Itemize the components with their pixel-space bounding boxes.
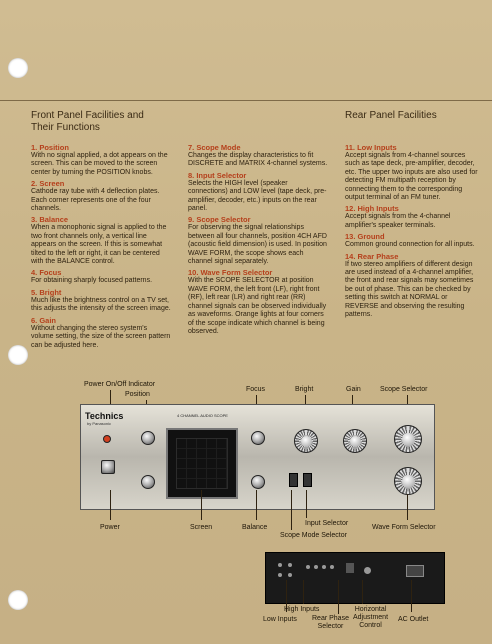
device-front-panel	[80, 404, 435, 510]
section-title: 9. Scope Selector	[188, 215, 251, 225]
position-knob-vertical[interactable]	[141, 431, 155, 445]
left-heading-line1: Front Panel Facilities and	[31, 110, 144, 121]
label-ac-outlet: AC Outlet	[398, 616, 429, 623]
leader-line	[306, 490, 307, 518]
device-model: 4 CHANNEL AUDIO SCOPE	[177, 413, 228, 418]
section-body: Accept signals from 4-channel sources such as tape deck, pre-amplifier, decoder, etc. The upper two inputs are also used for detecting FM multipath reception by connecting them to the corresponding output terminal of an FM tuner.	[345, 152, 478, 202]
high-input-terminal[interactable]	[306, 565, 310, 569]
label-focus: Focus	[246, 386, 266, 393]
label-scope-selector: Scope Selector	[380, 386, 428, 393]
focus-knob[interactable]	[251, 431, 265, 445]
label-low-inputs: Low Inputs	[263, 616, 297, 623]
section-body: Cathode ray tube with 4 deflection plates. Each corner represents one of the four channels.	[31, 188, 160, 213]
gain-knob[interactable]	[343, 429, 367, 453]
section-title: 7. Scope Mode	[188, 143, 241, 152]
right-heading: Rear Panel Facilities	[345, 110, 437, 121]
scope-mode-switch[interactable]	[289, 473, 298, 487]
label-input-selector: Input Selector	[305, 520, 349, 527]
section-body: If two stereo amplifiers of different design are used instead of a 4-channel amplifier, the front and rear signals may sometimes be out of phase. This can be checked by setting this switch at NORMAL or REVERSE and observing the resulting patterns.	[345, 260, 474, 319]
label-horizontal-adjustment	[353, 606, 388, 630]
column-3	[345, 143, 480, 322]
scope-selector-knob[interactable]	[394, 425, 422, 453]
ac-outlet[interactable]	[406, 565, 424, 577]
section-title: 5. Bright	[31, 287, 62, 297]
low-input-jack[interactable]	[278, 573, 282, 577]
section-body: With the SCOPE SELECTOR at position WAVE FORM, the left front (LF), right front (RF), left rear (LR) and right rear (RR) channel signals can be observed individually as waveforms. Orange lights at four corners of the scope indicate which channel is being observed.	[188, 277, 327, 335]
label-bright: Bright	[295, 386, 314, 393]
balance-knob[interactable]	[251, 475, 265, 489]
section-title: 11. Low Inputs	[345, 143, 397, 152]
section-title: 14. Rear Phase	[345, 251, 399, 261]
label-horizontal-line1: Horizontal	[354, 606, 387, 613]
label-balance: Balance	[242, 524, 268, 531]
rear-phase-switch[interactable]	[346, 563, 354, 573]
binder-hole-middle	[8, 345, 28, 365]
bright-knob[interactable]	[294, 429, 318, 453]
leader-line	[256, 490, 257, 520]
section-title: 10. Wave Form Selector	[188, 268, 273, 278]
section-title: 4. Focus	[31, 268, 62, 278]
label-high-inputs: High Inputs	[284, 606, 320, 613]
binder-hole-bottom	[8, 590, 28, 610]
label-rear-phase-line1: Rear Phase	[312, 615, 349, 622]
section-title: 8. Input Selector	[188, 170, 247, 180]
section-title: 2. Screen	[31, 179, 65, 189]
leader-line	[411, 580, 412, 612]
label-power-indicator: Power On/Off Indicator	[84, 381, 156, 388]
label-horizontal-line2: Adjustment	[353, 614, 389, 621]
section-body: Without changing the stereo system's volume setting, the size of the screen pattern can be adjusted here.	[31, 324, 171, 349]
section-body: Selects the HIGH level (speaker connections) and LOW level (tape deck, pre-amplifier, decoder, etc.) inputs on the rear panel.	[188, 179, 327, 213]
leader-line	[110, 490, 111, 520]
horizontal-adjustment-knob[interactable]	[364, 567, 371, 574]
low-input-jack[interactable]	[288, 573, 292, 577]
label-screen: Screen	[190, 524, 213, 531]
low-input-jack[interactable]	[288, 563, 292, 567]
label-rear-phase-selector	[312, 615, 349, 631]
top-rule	[0, 100, 492, 101]
section-body: Changes the display characteristics to fit DISCRETE and MATRIX 4-channel systems.	[188, 152, 328, 168]
section-body: Much like the brightness control on a TV set, this adjusts the intensity of the screen image.	[31, 296, 171, 313]
high-input-terminal[interactable]	[330, 565, 334, 569]
low-input-jack[interactable]	[278, 563, 282, 567]
power-button[interactable]	[101, 460, 115, 474]
section-body: When a monophonic signal is applied to the two front channels only, a vertical line appears on the screen. If this is somewhat tilted to the left or right, it can be centered with the BALANCE control.	[31, 224, 167, 266]
device-brand: Technics	[85, 411, 124, 421]
left-heading-line2: Their Functions	[31, 122, 100, 133]
binder-hole-top	[8, 58, 28, 78]
section-title: 13. Ground	[345, 232, 385, 242]
label-position: Position	[125, 391, 150, 398]
high-input-terminal[interactable]	[322, 565, 326, 569]
section-body: For observing the signal relationships between all four channels, position 4CH AFD (acoustic field dimension) is used. In position WAVE FORM, the scope shows each channel signal separately.	[188, 224, 327, 266]
section-title: 12. High Inputs	[345, 204, 399, 214]
scope-screen	[166, 428, 238, 499]
section-title: 3. Balance	[31, 215, 69, 225]
column-2	[188, 143, 328, 338]
label-gain: Gain	[346, 386, 361, 393]
leader-line	[303, 580, 304, 604]
label-wave-form-selector: Wave Form Selector	[372, 524, 436, 531]
section-body: Common ground connection for all inputs.	[345, 241, 475, 249]
label-horizontal-line3: Control	[359, 622, 382, 629]
label-power: Power	[100, 524, 120, 531]
leader-line	[407, 494, 408, 520]
section-title: 6. Gain	[31, 315, 57, 325]
device-rear-panel	[265, 552, 445, 604]
section-body: With no signal applied, a dot appears on the screen. This can be moved to the screen center by turning the POSITION knobs.	[31, 152, 168, 176]
power-indicator-light	[103, 435, 111, 443]
column-1	[31, 143, 171, 352]
section-body: Accept signals from the 4-channel amplifier's speaker terminals.	[345, 213, 451, 229]
device-brand-sub: by Panasonic	[87, 421, 112, 426]
position-knob-horizontal[interactable]	[141, 475, 155, 489]
label-rear-phase-line2: Selector	[317, 623, 344, 630]
input-selector-switch[interactable]	[303, 473, 312, 487]
leader-line	[201, 490, 202, 520]
leader-line	[291, 490, 292, 530]
label-scope-mode-selector: Scope Mode Selector	[280, 532, 347, 539]
section-title: 1. Position	[31, 143, 69, 152]
high-input-terminal[interactable]	[314, 565, 318, 569]
wave-form-selector-knob[interactable]	[394, 467, 422, 495]
section-body: For obtaining sharply focused patterns.	[31, 277, 153, 285]
leader-line	[362, 580, 363, 604]
left-heading	[31, 110, 144, 134]
leader-line	[338, 580, 339, 614]
